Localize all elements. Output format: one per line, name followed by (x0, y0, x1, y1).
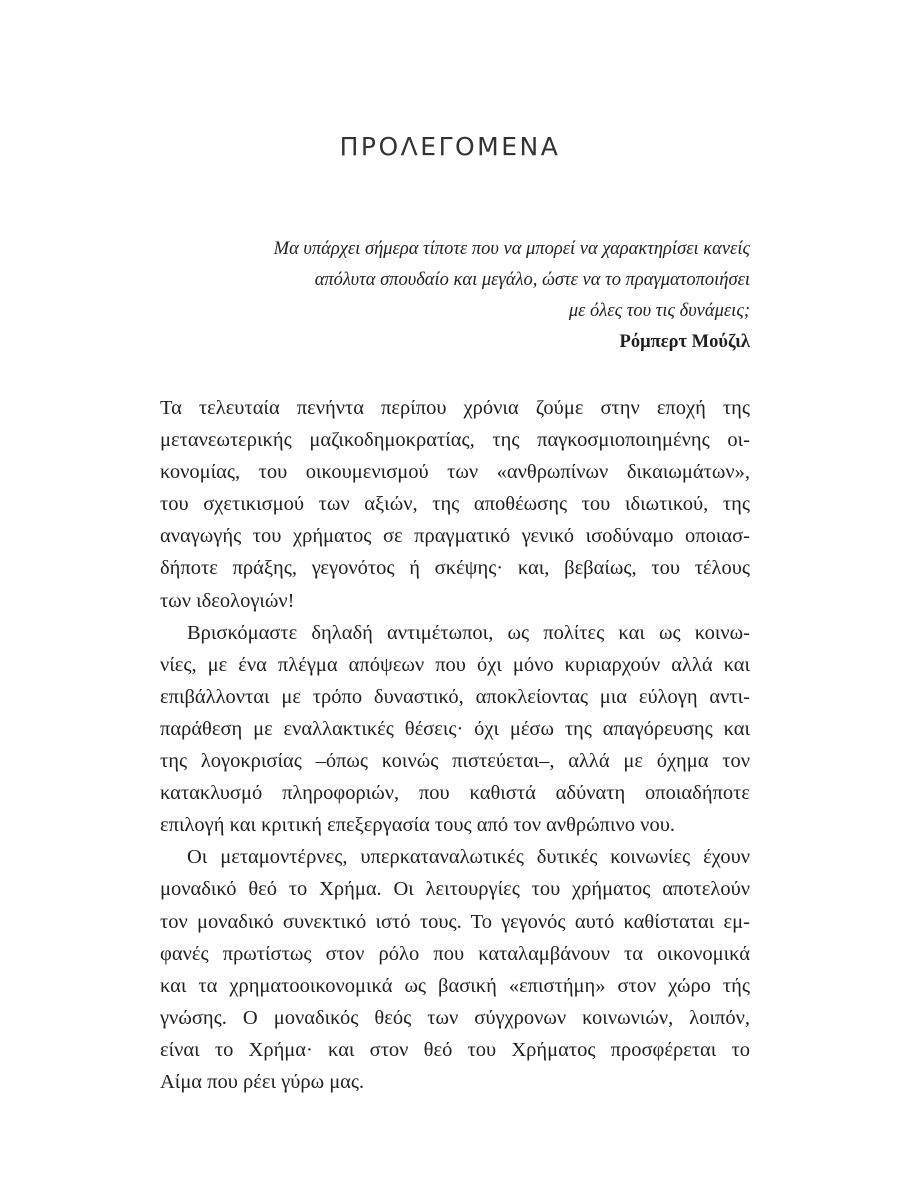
text-line: του σχετικισμού των αξιών, της αποθέωσης του ιδιωτικού, της (160, 493, 750, 516)
paragraph-3 (160, 841, 750, 1098)
text-line: νίες, με ένα πλέγμα απόψεων που όχι μόνο κυριαρχούν αλλά και (160, 653, 750, 676)
paragraph-1 (160, 392, 750, 617)
text-line: μετανεωτερικής μαζικοδημοκρατίας, της παγκοσμιοποιημένης οι- (160, 429, 750, 452)
body-text (160, 392, 750, 1098)
text-line: αναγωγής του χρήματος σε πραγματικό γενικό ισοδύναμο οποιασ- (160, 525, 750, 548)
epigraph-line: απόλυτα σπουδαίο και μεγάλο, ώστε να το πραγματοποιήσει (314, 270, 750, 290)
text-line: και τα χρηματοοικονομικά ως βασική «επιστήμη» στον χώρο τής (160, 974, 750, 997)
text-line: επιλογή και κριτική επεξεργασία τους από τον ανθρώπινο νου. (160, 814, 675, 837)
epigraph-line: Μα υπάρχει σήμερα τίποτε που να μπορεί να χαρακτηρίσει κανείς (273, 239, 750, 259)
text-line: παράθεση με εναλλακτικές θέσεις· όχι μέσω της απαγόρευσης και (160, 717, 750, 740)
page-title: ΠΡΟΛΕΓΟΜΕΝΑ (339, 132, 561, 161)
paragraph-2 (160, 617, 750, 842)
text-line: κονομίας, του οικουμενισμού των «ανθρωπίνων δικαιωμάτων», (160, 461, 750, 484)
text-line: δήποτε πράξης, γεγονότος ή σκέψης· και, βεβαίως, του τέλους (160, 557, 750, 580)
epigraph (160, 234, 750, 358)
text-line: γνώσης. Ο μοναδικός θεός των σύγχρονων κοινωνιών, λοιπόν, (160, 1006, 750, 1029)
text-line: είναι το Χρήμα· και στον θεό του Χρήματος προσφέρεται το (160, 1038, 750, 1061)
text-line: επιβάλλονται με τρόπο δυναστικό, αποκλείοντας μια εύλογη αντι- (160, 685, 750, 708)
epigraph-author: Ρόμπερτ Μούζιλ (619, 332, 750, 352)
text-line: Οι μεταμοντέρνες, υπερκαταναλωτικές δυτικές κοινωνίες έχουν (187, 846, 750, 869)
text-line: της λογοκρισίας –όπως κοινώς πιστεύεται–, αλλά με όχημα τον (160, 750, 750, 773)
text-line: Βρισκόμαστε δηλαδή αντιμέτωποι, ως πολίτες και ως κοινω- (187, 621, 750, 644)
text-line: Τα τελευταία πενήντα περίπου χρόνια ζούμε στην εποχή της (160, 397, 750, 419)
epigraph-line: με όλες του τις δυνάμεις; (568, 301, 750, 321)
text-line: φανές πρωτίστως στον ρόλο που καταλαμβάνουν τα οικονομικά (160, 942, 750, 965)
text-line: των ιδεολογιών! (160, 589, 295, 612)
text-line: τον μοναδικό συνεκτικό ιστό τους. Το γεγονός αυτό καθίσταται εμ- (160, 910, 750, 933)
text-line: μοναδικό θεό το Χρήμα. Οι λειτουργίες του χρήματος αποτελούν (160, 878, 750, 901)
text-line: κατακλυσμό πληροφοριών, που καθιστά αδύνατη οποιαδήποτε (160, 782, 750, 805)
text-line: Αίμα που ρέει γύρω μας. (160, 1070, 365, 1093)
